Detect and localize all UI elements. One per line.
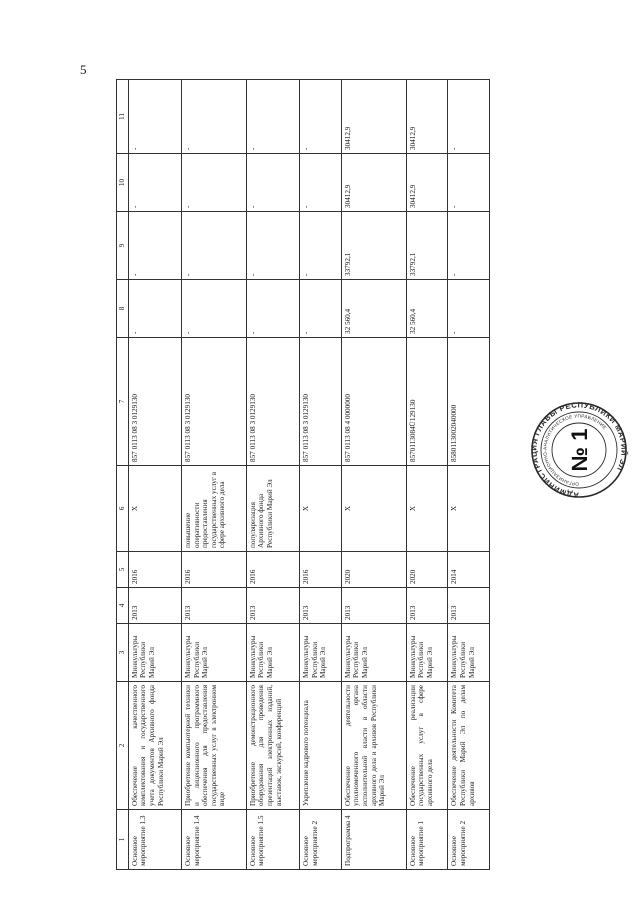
column-number: 9 <box>117 212 129 280</box>
start-year: 2013 <box>128 588 181 624</box>
row-title: Основное мероприятие 1.4 <box>181 810 246 870</box>
expected-result: X <box>300 466 342 552</box>
amount-col8: 32 560,4 <box>341 280 406 338</box>
amount-col8: - <box>128 280 181 338</box>
row-title: Основное мероприятие 1.5 <box>246 810 299 870</box>
row-title: Основное мероприятие 2 <box>300 810 342 870</box>
column-number: 2 <box>117 682 129 810</box>
stamp-number: № 1 <box>567 428 592 472</box>
column-number: 8 <box>117 280 129 338</box>
amount-col8: - <box>448 280 490 338</box>
start-year: 2013 <box>406 588 448 624</box>
amount-col9: - <box>448 212 490 280</box>
amount-col10: - <box>246 154 299 212</box>
amount-col11: 30412,9 <box>341 80 406 154</box>
amount-col11: - <box>128 80 181 154</box>
executor: Минкультуры Республики Марий Эл <box>448 624 490 682</box>
budget-code: 857 0113 08 3 0129130 <box>181 338 246 466</box>
amount-col8: - <box>181 280 246 338</box>
amount-col9: - <box>300 212 342 280</box>
amount-col10: 30412,9 <box>341 154 406 212</box>
amount-col9: 33792,1 <box>406 212 448 280</box>
executor: Минкультуры Республики Марий Эл <box>181 624 246 682</box>
column-number: 1 <box>117 810 129 870</box>
executor: Минкультуры Республики Марий Эл <box>341 624 406 682</box>
table-row <box>300 80 342 870</box>
budget-code: 8580113002040000 <box>448 338 490 466</box>
official-stamp <box>518 400 640 500</box>
amount-col9: - <box>246 212 299 280</box>
executor: Минкультуры Республики Марий Эл <box>406 624 448 682</box>
measure-name: Обеспечение деятельности Комитета Республики Марий Эл по делам архивов <box>448 682 490 810</box>
expected-result: X <box>406 466 448 552</box>
end-year: 2020 <box>406 552 448 588</box>
amount-col10: - <box>128 154 181 212</box>
end-year: 2016 <box>300 552 342 588</box>
amount-col9: - <box>181 212 246 280</box>
end-year: 2016 <box>181 552 246 588</box>
table-row <box>181 80 246 870</box>
column-number: 11 <box>117 80 129 154</box>
row-title: Основное мероприятие 2 <box>448 810 490 870</box>
column-number: 7 <box>117 338 129 466</box>
amount-col11: - <box>300 80 342 154</box>
stamp-outer-text: АДМИНИСТРАЦИЯ ГЛАВЫ РЕСПУБЛИКИ МАРИЙ ЭЛ <box>529 400 629 500</box>
start-year: 2013 <box>448 588 490 624</box>
column-number: 6 <box>117 466 129 552</box>
amount-col10: - <box>300 154 342 212</box>
expected-result: X <box>341 466 406 552</box>
budget-code: 857 0113 08 4 0000000 <box>341 338 406 466</box>
start-year: 2013 <box>341 588 406 624</box>
measure-name: Обеспечение реализации государственных услуг в сфере архивного дела <box>406 682 448 810</box>
start-year: 2013 <box>181 588 246 624</box>
row-title: Основное мероприятие 1 <box>406 810 448 870</box>
end-year: 2020 <box>341 552 406 588</box>
table-row <box>406 80 448 870</box>
amount-col11: - <box>181 80 246 154</box>
column-number: 4 <box>117 588 129 624</box>
header-row <box>117 80 129 870</box>
budget-code: 857 0113 08 3 0129130 <box>246 338 299 466</box>
expected-result: повышение оперативности предоставления государственных услуг в сфере архивного дела <box>181 466 246 552</box>
table-row <box>448 80 490 870</box>
amount-col11: - <box>448 80 490 154</box>
measure-name: Приобретение компьютерной техники и лицензионного программного обеспечения для предоставления государственных услуг в электронном виде <box>181 682 246 810</box>
amount-col8: - <box>300 280 342 338</box>
start-year: 2013 <box>246 588 299 624</box>
stamp-inner-text: ОРГАНИЗАЦИОННО-АНАЛИТИЧЕСКОЕ УПРАВЛЕНИЕ <box>542 413 608 487</box>
measure-name: Приобретение демонстрационного оборудования для проведения презентаций электронных изданий, выставок, экскурсий, конференций <box>246 682 299 810</box>
expected-result: популяризация Архивного фонда Республики Марий Эл <box>246 466 299 552</box>
column-number: 3 <box>117 624 129 682</box>
measure-name: Обеспечение деятельности уполномоченного органа исполнительной власти в области архивного дела и архивов Республики Марий Эл <box>341 682 406 810</box>
amount-col8: - <box>246 280 299 338</box>
row-title: Основное мероприятие 1.3 <box>128 810 181 870</box>
end-year: 2016 <box>128 552 181 588</box>
column-number: 10 <box>117 154 129 212</box>
amount-col9: - <box>128 212 181 280</box>
start-year: 2013 <box>300 588 342 624</box>
page-number: 5 <box>80 62 87 77</box>
measure-name: Обеспечение качественного комплектования и государственного учета документов Архивного фонда Республики Марий Эл <box>128 682 181 810</box>
executor: Минкультуры Республики Марий Эл <box>128 624 181 682</box>
amount-col10: 30412,9 <box>406 154 448 212</box>
end-year: 2014 <box>448 552 490 588</box>
expected-result: X <box>128 466 181 552</box>
amount-col11: 30412,9 <box>406 80 448 154</box>
budget-code: 857 0113 08 3 0129130 <box>300 338 342 466</box>
row-title: Подпрограмма 4 <box>341 810 406 870</box>
budget-code: 8570113084Ü129130 <box>406 338 448 466</box>
amount-col10: - <box>448 154 490 212</box>
column-number: 5 <box>117 552 129 588</box>
budget-code: 857 0113 08 3 0129130 <box>128 338 181 466</box>
executor: Минкультуры Республики Марий Эл <box>246 624 299 682</box>
table-row <box>128 80 181 870</box>
executor: Минкультуры Республики Марий Эл <box>300 624 342 682</box>
amount-col10: - <box>181 154 246 212</box>
program-table <box>116 79 490 870</box>
measure-name: Укрепление кадрового потенциала <box>300 682 342 810</box>
table-row <box>246 80 299 870</box>
end-year: 2016 <box>246 552 299 588</box>
amount-col9: 33792,1 <box>341 212 406 280</box>
amount-col11: - <box>246 80 299 154</box>
amount-col8: 32 560,4 <box>406 280 448 338</box>
rotated-table-wrapper <box>116 80 490 870</box>
table-row <box>341 80 406 870</box>
expected-result: X <box>448 466 490 552</box>
